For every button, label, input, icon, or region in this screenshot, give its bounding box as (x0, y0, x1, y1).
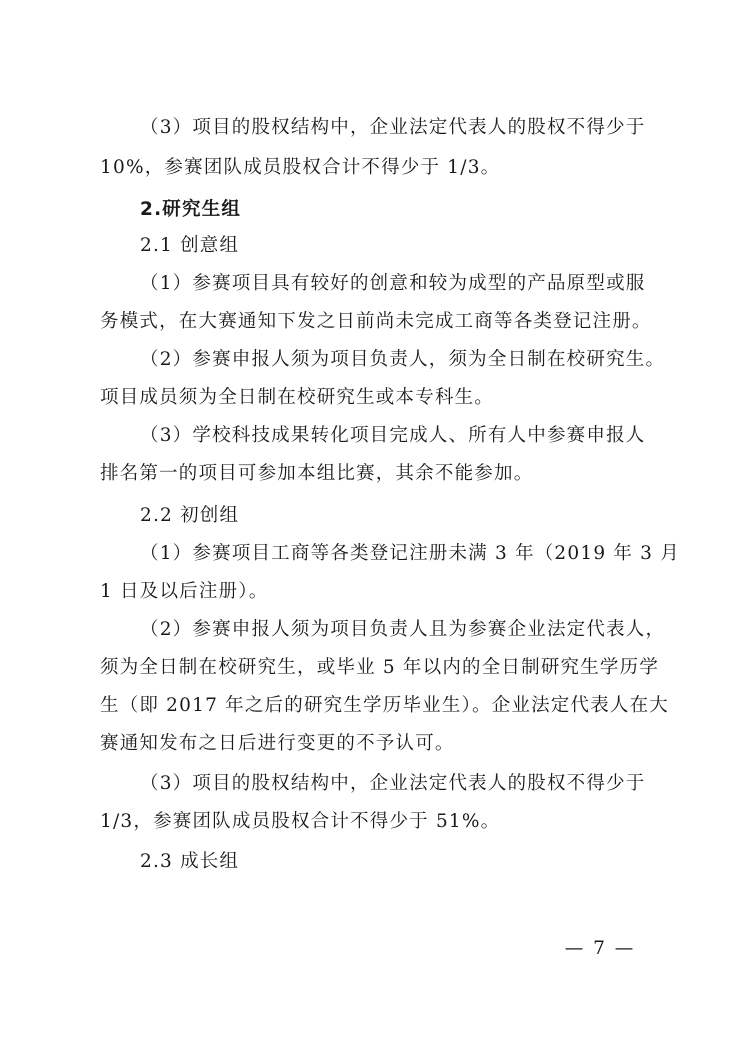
subsection-heading: 2.3 成长组 (140, 851, 240, 872)
paragraph-line: （3）学校科技成果转化项目完成人、所有人中参赛申报人 (140, 425, 646, 446)
paragraph-line: （1）参赛项目工商等各类登记注册未满 3 年（2019 年 3 月 (140, 543, 680, 564)
paragraph-line: 务模式，在大赛通知下发之日前尚未完成工商等各类登记注册。 (100, 311, 652, 332)
section-heading: 2.研究生组 (140, 199, 242, 220)
paragraph-line: 须为全日制在校研究生，或毕业 5 年以内的全日制研究生学历学 (100, 657, 660, 678)
subsection-heading: 2.1 创意组 (140, 235, 240, 256)
paragraph-line: 生（即 2017 年之后的研究生学历毕业生）。企业法定代表人在大 (100, 695, 669, 716)
paragraph-line: 1/3，参赛团队成员股权合计不得少于 51%。 (100, 811, 501, 832)
page-number: — 7 — (564, 938, 636, 959)
paragraph-line: （3）项目的股权结构中，企业法定代表人的股权不得少于 (140, 773, 646, 794)
paragraph-line: 1 日及以后注册）。 (100, 581, 269, 602)
paragraph-line: （2）参赛申报人须为项目负责人，须为全日制在校研究生。 (140, 349, 666, 370)
paragraph-line: （3）项目的股权结构中，企业法定代表人的股权不得少于 (140, 117, 646, 138)
paragraph-line: 项目成员须为全日制在校研究生或本专科生。 (100, 387, 495, 408)
paragraph-line: 10%，参赛团队成员股权合计不得少于 1/3。 (100, 157, 501, 178)
paragraph-line: （1）参赛项目具有较好的创意和较为成型的产品原型或服 (140, 273, 646, 294)
subsection-heading: 2.2 初创组 (140, 505, 240, 526)
paragraph-line: 排名第一的项目可参加本组比赛，其余不能参加。 (100, 463, 534, 484)
paragraph-line: （2）参赛申报人须为项目负责人且为参赛企业法定代表人， (140, 619, 666, 640)
paragraph-line: 赛通知发布之日后进行变更的不予认可。 (100, 733, 455, 754)
